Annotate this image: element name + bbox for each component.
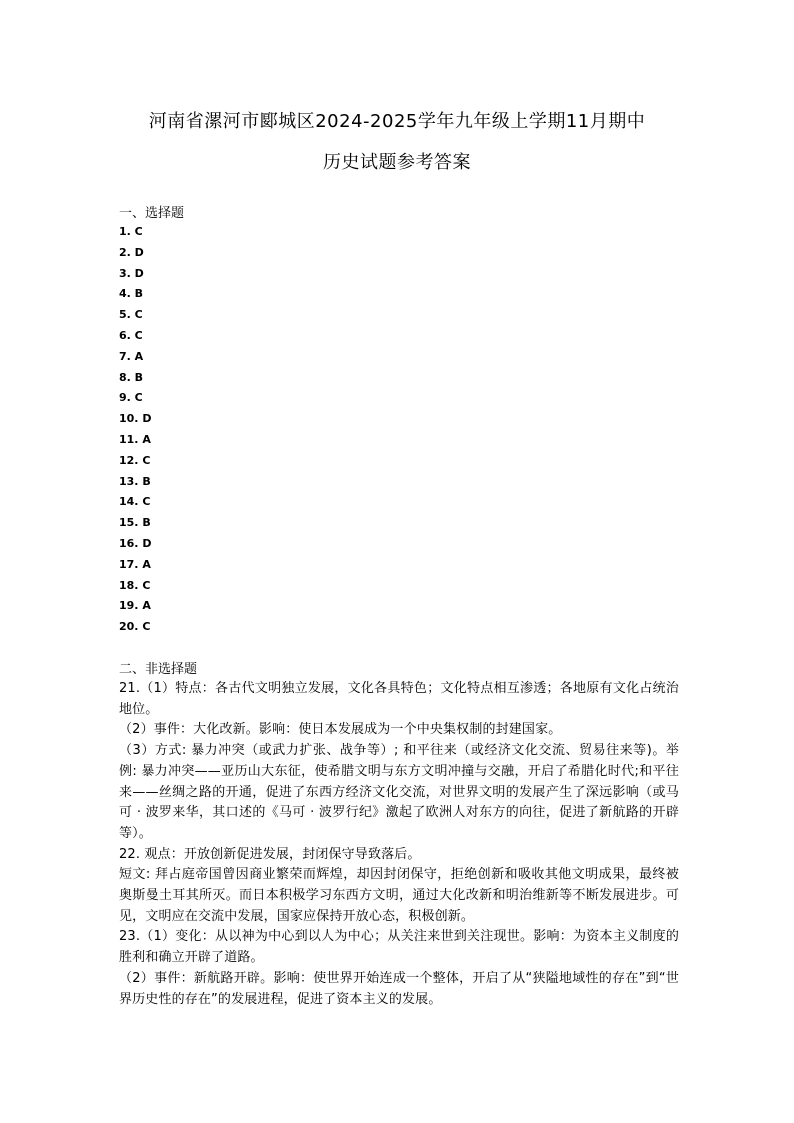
answer-paragraph: 短文: 拜占庭帝国曾因商业繁荣而辉煌，却因封闭保守，拒绝创新和吸收其他文明成果，最终被奥斯曼土耳其所灭。而日本积极学习东西方文明，通过大化改新和明治维新等不断发展进步。可见，文明应在交流中发展，国家应保持开放心态，积极创新。 xyxy=(119,867,679,924)
answer-item: 15. B xyxy=(119,516,151,530)
answer-item: 3. D xyxy=(119,266,144,280)
answer-item: 6. C xyxy=(119,328,143,342)
document-title-line-1: 河南省漯河市郾城区2024-2025学年九年级上学期11月期中 xyxy=(148,111,646,132)
answer-item: 5. C xyxy=(119,308,143,322)
answer-item: 14. C xyxy=(119,495,151,509)
answer-paragraph: 22. 观点：开放创新促进发展，封闭保守导致落后。 xyxy=(119,846,421,862)
answer-paragraph: （2）事件：新航路开辟。影响：使世界开始连成一个整体，开启了从“狭隘地域性的存在”到“世界历史性的存在”的发展进程，促进了资本主义的发展。 xyxy=(119,970,679,1007)
answer-paragraph: （3）方式: 暴力冲突（或武力扩张、战争等）; 和平往来（或经济文化交流、贸易往来等)。举例: 暴力冲突——亚历山大东征，使希腊文明与东方文明冲撞与交融，开启了希腊化时代;和平往来——丝绸之路的开通，促进了东西方经济文化交流，对世界文明的发展产生了深远影响（或马可 · 波罗来华，其口述的《马可 · 波罗行纪》激起了欧洲人对东方的向往，促进了新航路的开辟等）。 xyxy=(119,743,679,841)
answer-item: 10. D xyxy=(119,412,152,426)
non-choice-answers xyxy=(119,679,679,1010)
multiple-choice-answer-list xyxy=(119,222,151,638)
answer-item: 18. C xyxy=(119,578,151,592)
answer-item: 17. A xyxy=(119,557,151,571)
answer-item: 7. A xyxy=(119,349,144,363)
answer-item: 12. C xyxy=(119,453,151,467)
document-title-line-2: 历史试题参考答案 xyxy=(323,152,471,173)
answer-item: 9. C xyxy=(119,391,143,405)
answer-paragraph: 23.（1）变化：从以神为中心到以人为中心；从关注来世到关注现世。影响：为资本主义制度的胜利和确立开辟了道路。 xyxy=(119,929,679,966)
answer-item: 2. D xyxy=(119,245,144,259)
answer-item: 1. C xyxy=(119,225,143,238)
answer-paragraph: 21.（1）特点：各古代文明独立发展，文化各具特色；文化特点相互渗透；各地原有文化占统治地位。 xyxy=(119,681,679,717)
answer-item: 16. D xyxy=(119,536,152,550)
answer-paragraph: （2）事件：大化改新。影响：使日本发展成为一个中央集权制的封建国家。 xyxy=(119,722,562,738)
answer-item: 4. B xyxy=(119,287,144,301)
answer-item: 19. A xyxy=(119,599,151,613)
section-heading-multiple-choice: 一、选择题 xyxy=(119,206,185,221)
answer-item: 11. A xyxy=(119,432,151,446)
answer-item: 8. B xyxy=(119,370,144,384)
answer-item: 20. C xyxy=(119,620,151,634)
answer-item: 13. B xyxy=(119,474,151,488)
section-heading-non-choice: 二、非选择题 xyxy=(119,662,198,677)
